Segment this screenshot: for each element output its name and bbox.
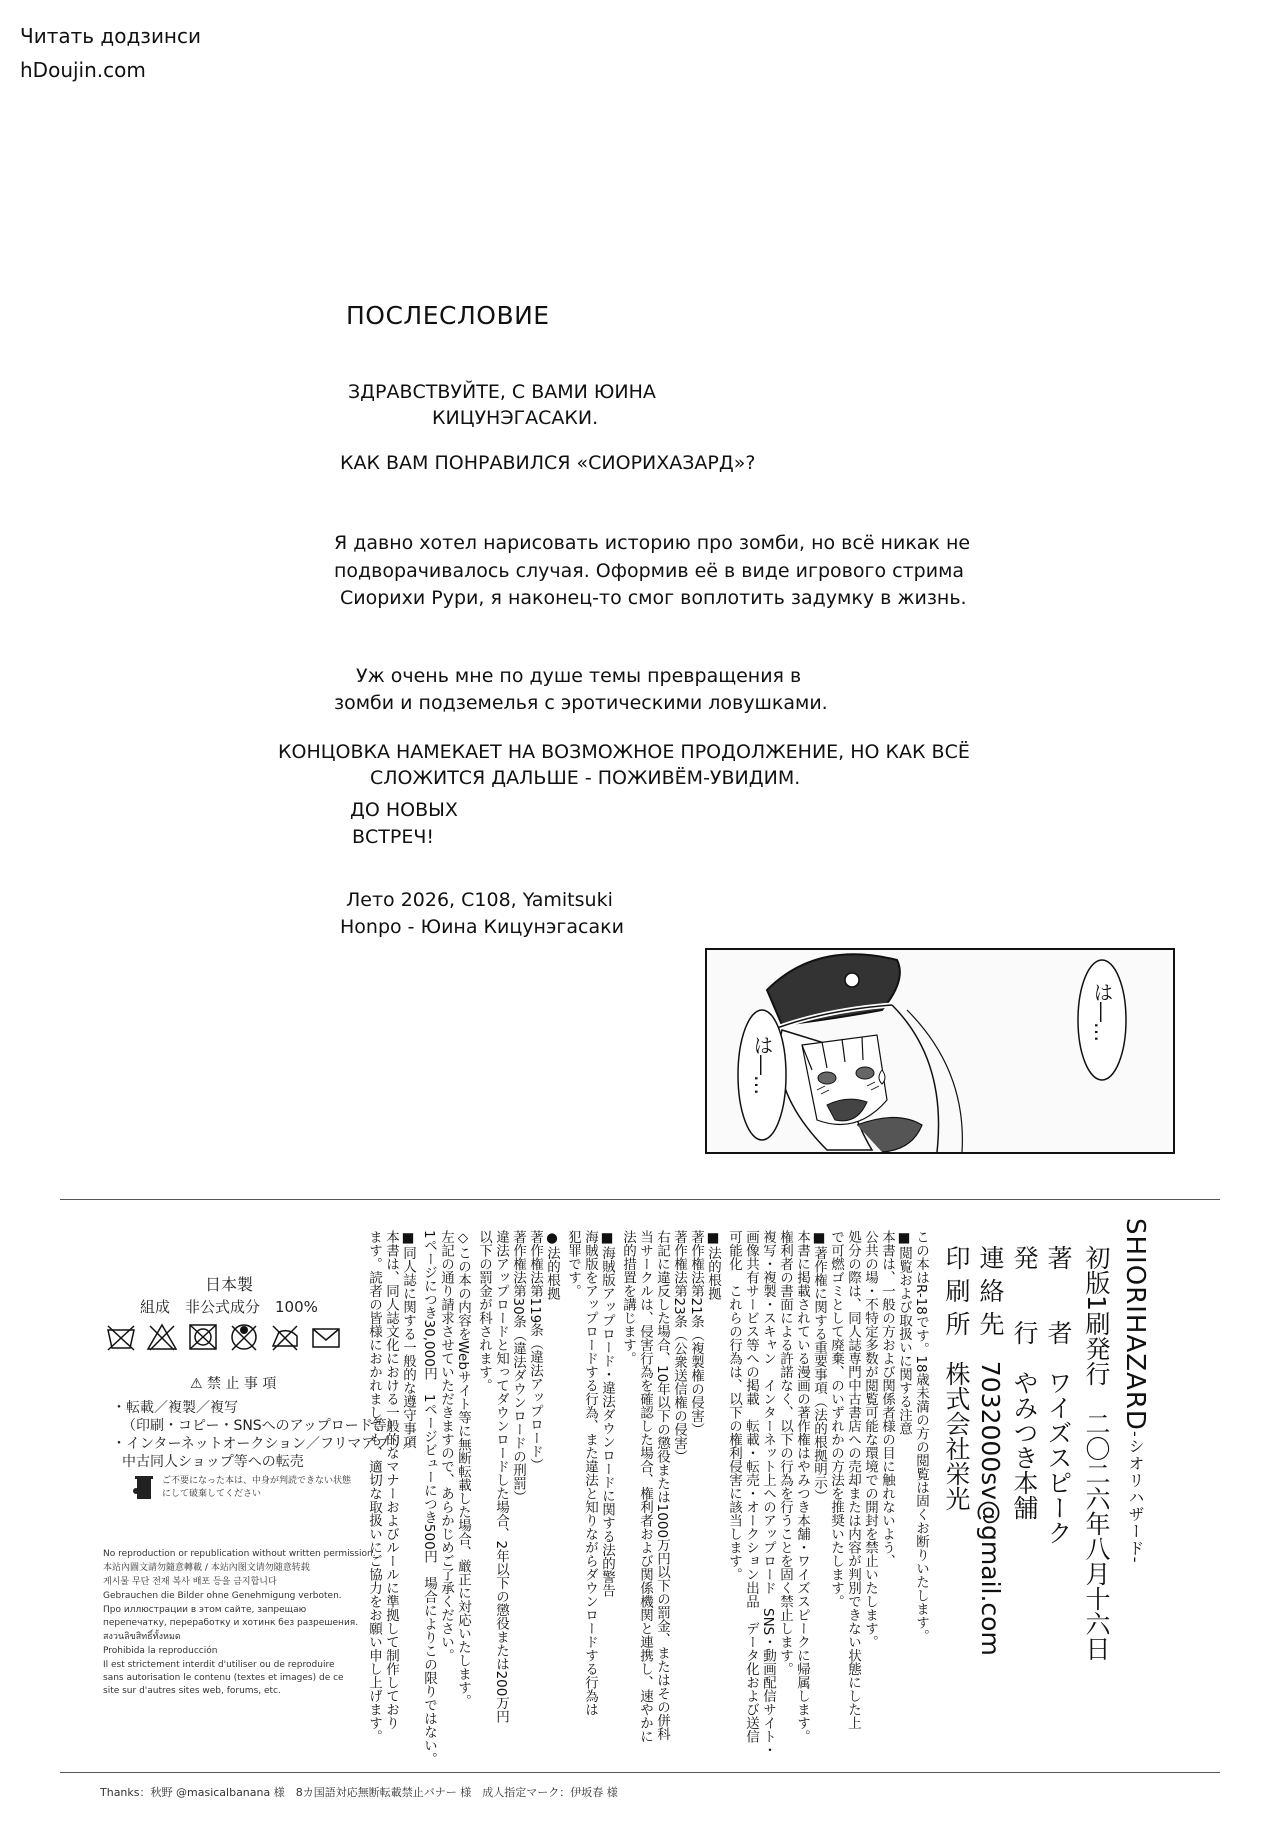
wash-icon — [105, 1322, 137, 1352]
note-10: 複写・複製・スキャン インターネット上へのアップロード SNS・動画配信サイト・ — [760, 1230, 776, 1757]
note-1: この本はR-18です。18歳未満の方の閲覧は固くお断りいたします。 — [913, 1230, 929, 1643]
note-6: で可燃ゴミとして廃棄、のいずれかの方法を推奨いたします。 — [828, 1230, 844, 1608]
note-13: ■法的根拠 — [705, 1230, 721, 1300]
note-31: 本書は、同人誌文化における一般的なマナーおよびルールに準拠して制作しており — [383, 1230, 399, 1730]
lang-fr-1: Il est strictement interdit d'utiliser ou de reproduire — [103, 1660, 335, 1670]
manga-panel — [705, 948, 1175, 1154]
afterword-signature-1: Лето 2026, C108, Yamitsuki — [346, 889, 613, 911]
lang-de: Gebrauchen die Bilder ohne Genehmigung verboten. — [103, 1591, 342, 1601]
forbidden-title: ⚠ 禁 止 事 項 — [190, 1376, 277, 1392]
colophon-title — [1120, 1218, 1150, 1564]
bleach-icon — [146, 1322, 178, 1352]
care-symbols — [105, 1322, 342, 1352]
note-17: 当サークルは、侵害行為を確認した場合、権利者および関係機関と連携し、速やかに — [637, 1230, 653, 1743]
note-18: 法的措置を講じます。 — [620, 1230, 636, 1365]
note-14: 著作権法第21条（複製権の侵害） — [688, 1230, 704, 1437]
iron-icon — [269, 1322, 301, 1352]
afterword-bye-1: ДО НОВЫХ — [350, 799, 458, 821]
note-9: 権利者の書面による許諾なく、以下の行為を行うことを固く禁止します。 — [777, 1230, 793, 1676]
note-19: ■海賊版アップロード・違法ダウンロードに関する法的警告 — [599, 1230, 615, 1597]
afterword-greeting-1: ЗДРАВСТВУЙТЕ, С ВАМИ ЮИНА — [348, 381, 656, 403]
forbidden-item-1: ・転載／複製／複写 — [112, 1400, 238, 1416]
note-20: 海賊版をアップロードする行為、また違法と知りながらダウンロードする行為は — [582, 1230, 598, 1716]
note-21: 犯罪です。 — [565, 1230, 581, 1298]
trash-label: ご不要になった本は、中身が判読できない状態にして破棄してください — [162, 1476, 352, 1499]
lang-en: No reproduction or republication without written permission. — [103, 1549, 376, 1559]
dry-clean-icon — [228, 1322, 260, 1352]
afterword-p2-line1: Уж очень мне по душе темы превращения в — [356, 665, 802, 687]
lang-ru-1: Про иллюстрации в этом сайте, запрещаю — [103, 1605, 307, 1615]
afterword-p2-line2: зомби и подземелья с эротическими ловушками. — [334, 692, 828, 714]
note-11: 画像共有サービス等への掲載 転載・転売・オークション出品 データ化および送信 — [743, 1230, 759, 1743]
note-25: 違法アップロードと知ってダウンロードした場合、2年以下の懲役または200万円 — [493, 1230, 509, 1724]
note-3: 本書は、一般の方および関係者様の目に触れないよう、 — [879, 1230, 895, 1568]
forbidden-item-2: （印刷・コピー・SNSへのアップロード等） — [122, 1418, 401, 1434]
note-16: 右記に違反した場合、10年以下の懲役または1000万円以下の罰金、またはその併科 — [654, 1230, 670, 1741]
colophon-edition: 初版1刷発行 二〇二六年八月十六日 — [1082, 1245, 1111, 1661]
watermark-line2[interactable]: hDoujin.com — [20, 58, 146, 82]
forbidden-item-3: ・インターネットオークション／フリマアプリ／ — [112, 1436, 417, 1452]
forbidden-item-4: 中古同人ショップ等への転売 — [122, 1454, 304, 1470]
afterword-question: КАК ВАМ ПОНРАВИЛСЯ «СИОРИХАЗАРД»? — [340, 452, 756, 474]
lang-fr-3: site sur d'autres sites web, forums, etc. — [103, 1686, 281, 1696]
note-4: 公共の場・不特定多数が閲覧可能な環境での開封を禁止いたします。 — [862, 1230, 878, 1649]
afterword-p1-line3: Сиорихи Рури, я наконец-то смог воплотить задумку в жизнь. — [340, 587, 967, 609]
panel-sfx-1: は―… — [750, 1035, 774, 1095]
note-5: 処分の際は、同人誌専門中古書店への売却または内容が判別できない状態にした上 — [845, 1230, 861, 1730]
lang-ko: 게시물 무단 전재 복사 배포 등을 금지합니다 — [103, 1577, 277, 1587]
colophon-subtitle: -シオリハザード- — [1126, 1430, 1145, 1564]
afterword-title: ПОСЛЕСЛОВИЕ — [346, 301, 550, 330]
thanks-line: Thanks：秋野 @masicalbanana 様 8カ国語対応無断転載禁止バナー 様 成人指定マーク：伊坂春 様 — [100, 1786, 618, 1799]
note-2: ■閲覧および取扱いに関する注意 — [896, 1230, 912, 1435]
manga-panel-illustration — [707, 950, 1173, 1152]
afterword-p1-line1: Я давно хотел нарисовать историю про зомби, но всё никак не — [334, 532, 971, 554]
afterword-p1-line2: подворачивалось случая. Оформив её в виде игрового стрима — [334, 560, 965, 582]
note-27: ◇この本の内容をWebサイト等に無断転載した場合、厳正に対応いたします。 — [455, 1230, 471, 1708]
note-30: ■同人誌に関する一般的な遵守事項 — [400, 1230, 416, 1449]
colophon-contact: 連 絡 先 7032000sv@gmail.com — [976, 1245, 1005, 1656]
composition: 組成 非公式成分 100% — [140, 1298, 318, 1316]
note-32: ます。読者の皆様におかれましても、適切な取扱いにご協力をお願い申し上げます。 — [366, 1230, 382, 1743]
panel-sfx-2: は―… — [1090, 982, 1114, 1042]
mail-icon — [310, 1322, 342, 1352]
afterword-greeting-2: КИЦУНЭГАСАКИ. — [432, 407, 599, 429]
divider-bottom — [60, 1772, 1220, 1773]
colophon-author: 著 者 ワイズスピーク — [1044, 1245, 1073, 1545]
note-23: 著作権法第119条（違法アップロード） — [527, 1230, 543, 1472]
note-28: 左記の通り請求させていただきますので、あらかじめご了承ください。 — [438, 1230, 454, 1662]
afterword-p3-line2: СЛОЖИТСЯ ДАЛЬШЕ - ПОЖИВЁМ-УВИДИМ. — [370, 767, 801, 789]
colophon-printer: 印 刷 所 株式会社栄光 — [942, 1245, 971, 1511]
afterword-signature-2: Honpo - Юина Кицунэгасаки — [340, 916, 624, 938]
note-7: ■著作権に関する重要事項（法的根拠明示） — [811, 1230, 827, 1503]
lang-zh: 本站內圖文請勿隨意轉載 / 本站內图文请勿随意转载 — [103, 1563, 310, 1573]
afterword-bye-2: ВСТРЕЧ! — [352, 826, 435, 848]
note-22: ●法的根拠 — [544, 1230, 560, 1300]
note-24: 著作権法第30条（違法ダウンロードの刑罰） — [510, 1230, 526, 1504]
afterword-p3-line1: КОНЦОВКА НАМЕКАЕТ НА ВОЗМОЖНОЕ ПРОДОЛЖЕНИЕ, НО КАК ВСЁ — [278, 741, 970, 763]
tumble-dry-icon — [187, 1322, 219, 1352]
watermark-line1: Читать додзинси — [20, 24, 202, 48]
lang-es: Prohibida la reproducción — [103, 1646, 218, 1656]
note-15: 著作権法第23条（公衆送信権の侵害） — [671, 1230, 687, 1464]
divider-top — [60, 1199, 1220, 1200]
note-12: 可能化 これらの行為は、以下の権利侵害に該当します。 — [726, 1230, 742, 1581]
colophon-publisher: 発 行 やみつき本舗 — [1010, 1245, 1039, 1520]
trash-icon — [132, 1473, 156, 1501]
note-29: 1ページにつき30,000円 1ページビューにつき500円 場合によりこの限りではない。 — [421, 1230, 437, 1766]
lang-ru-2: перепечатку, переработку и хотинк без разрешения. — [103, 1618, 359, 1628]
lang-fr-2: sans autorisation le contenu (textes et images) de ce — [103, 1673, 344, 1683]
note-26: 以下の罰金が科されます。 — [476, 1230, 492, 1392]
lang-th: สงวนลิขสิทธิ์ทั้งหมด — [103, 1632, 181, 1642]
colophon-title-text: SHIORIHAZARD — [1120, 1218, 1150, 1431]
note-8: 本書に掲載されている漫画の著作権はやみつき本舗・ワイズスピークに帰属します。 — [794, 1230, 810, 1743]
made-in-japan: 日本製 — [205, 1275, 254, 1294]
